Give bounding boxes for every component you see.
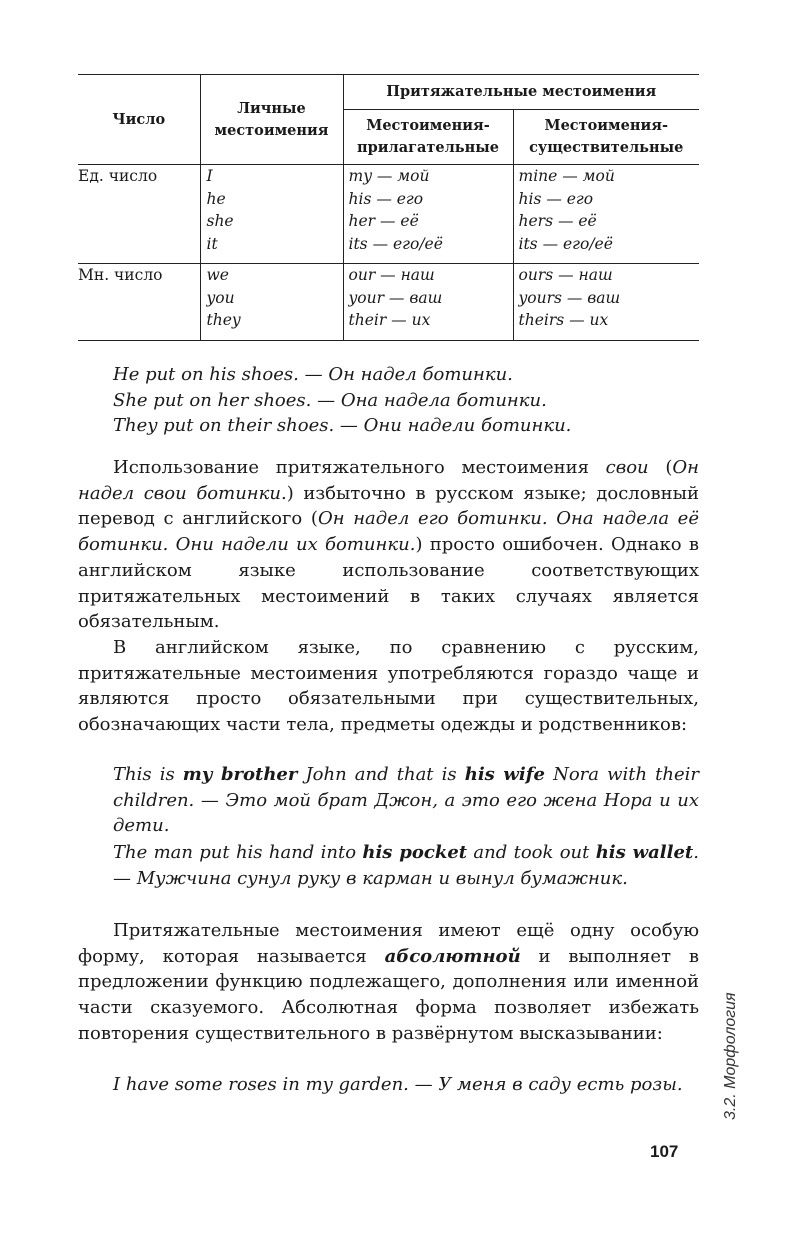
example-2: This is my brother John and that is his wife Nora with their children. — Это мой брат Джон, а это его жена Нора и их дети. (113, 764, 700, 837)
example-3: The man put his hand into his pocket and took out his wallet. — Мужчина сунул руку в карман и вынул бумажник. (113, 842, 699, 889)
paragraph-2: В английском языке, по сравнению с русским, притяжательные местоимения употребляются гораздо чаще и являются просто обязательными при существительных, обозначающих части тела, предметы одежды и родственников: (78, 636, 699, 736)
header-adjective: Местоимения- прилагательные (343, 110, 513, 165)
header-possessive: Притяжательные местоимения (343, 75, 699, 110)
row-personal: I he she it (200, 165, 343, 264)
header-personal: Личные местоимения (200, 75, 343, 165)
row-noun: mine — мой his — его hers — её its — его/её (513, 165, 699, 264)
pronoun-table (78, 74, 699, 341)
table-row-singular (78, 165, 699, 264)
main-text-2 (78, 918, 699, 1047)
examples-block-1 (113, 362, 699, 439)
main-text (78, 455, 699, 738)
row-number: Ед. число (78, 167, 158, 185)
paragraph-1: Использование притяжательного местоимения свои (Он надел свои ботинки.) избыточно в русском языке; дословный перевод с английского (Он надел его ботинки. Она надела её ботинки. Они надели их ботинки.) просто ошибочен. Однако в английском языке использование соответствующих притяжательных местоимений в таких случаях является обязательным. (78, 457, 700, 633)
section-label: 3.2. Морфология (722, 992, 739, 1120)
row-adjective: my — мой his — его her — её its — его/её (343, 165, 513, 264)
row-number: Мн. число (78, 266, 163, 284)
row-adjective: our — наш your — ваш their — их (343, 264, 513, 341)
example-4: I have some roses in my garden. — У меня в саду есть розы. (113, 1074, 683, 1095)
example-line: She put on her shoes. — Она надела ботинки. (113, 389, 547, 411)
row-personal: we you they (200, 264, 343, 341)
table-row-plural (78, 264, 699, 341)
page-number: 107 (650, 1142, 679, 1161)
row-noun: ours — наш yours — ваш theirs — их (513, 264, 699, 341)
example-line: He put on his shoes. — Он надел ботинки. (113, 364, 513, 385)
header-noun: Местоимения- существительные (513, 110, 699, 165)
example-line: They put on their shoes. — Они надели ботинки. (113, 415, 572, 437)
paragraph-3: Притяжательные местоимения имеют ещё одну особую форму, которая называется абсолютной и выполняет в предложении функцию подлежащего, дополнения или именной части сказуемого. Абсолютная форма позволяет избежать повторения существительного в развёрнутом высказывании: (78, 920, 699, 1044)
header-number: Число (78, 75, 200, 165)
